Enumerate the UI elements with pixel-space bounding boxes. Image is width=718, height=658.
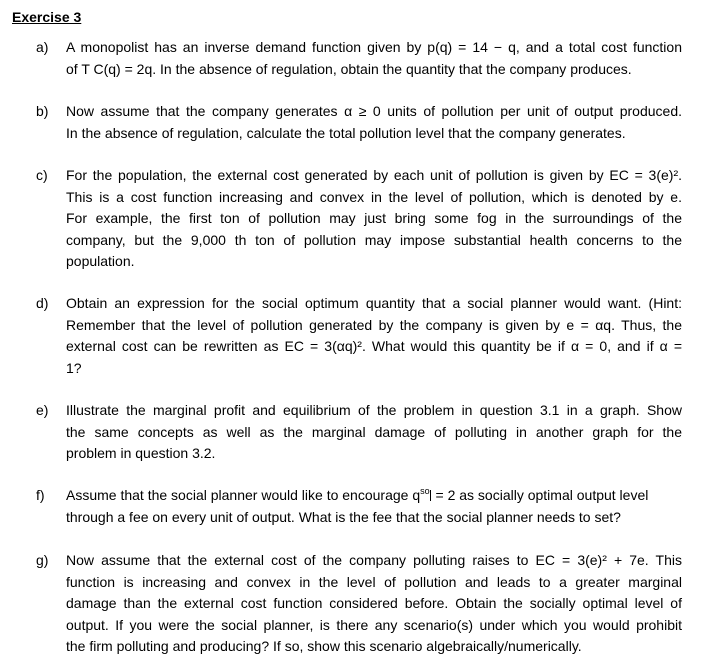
question-letter: f) xyxy=(36,487,45,503)
question-line: output. If you were the social planner, is there any scenario(s) under which you would prohibit xyxy=(66,616,682,633)
question-d xyxy=(36,293,682,379)
question-e xyxy=(36,400,682,465)
question-letter: b) xyxy=(36,103,49,119)
question-line: For the population, the external cost generated by each unit of pollution is given by EC = 3(e)². xyxy=(66,167,682,183)
question-line: of T C(q) = 2q. In the absence of regulation, obtain the quantity that the company produces. xyxy=(66,60,632,77)
question-letter: d) xyxy=(36,295,49,311)
question-line: the firm polluting and producing? If so, show this scenario algebraically/numerically. xyxy=(66,638,582,654)
question-line: population. xyxy=(66,253,135,269)
question-letter: a) xyxy=(36,39,49,55)
question-letter: g) xyxy=(36,552,49,568)
question-line: For example, the first ton of pollution may just bring some fog in the surroundings of the xyxy=(66,210,682,226)
question-f xyxy=(36,485,682,528)
question-line: company, but the 9,000 th ton of pollution may impose substantial health concerns to the xyxy=(66,231,682,248)
question-letter: c) xyxy=(36,167,48,183)
question-b xyxy=(36,101,682,144)
question-line-part: Assume that the social planner would like to encourage q xyxy=(66,487,421,503)
question-line: Obtain an expression for the social optimum quantity that a social planner would want. (Hint: xyxy=(66,295,682,311)
question-line: 1? xyxy=(66,359,82,376)
question-line: the same concepts as well as the marginal damage of polluting in another graph for the xyxy=(66,423,682,440)
text-cursor xyxy=(430,490,431,501)
question-line: problem in question 3.2. xyxy=(66,445,216,461)
question-line: function is increasing and convex in the level of pollution and leads to a greater marginal xyxy=(66,573,682,590)
question-line: through a fee on every unit of output. What is the fee that the social planner needs to set? xyxy=(66,508,621,525)
question-line: damage than the external cost function considered before. Obtain the socially optimal level of xyxy=(66,595,682,611)
question-line: Now assume that the company generates α ≥ 0 units of pollution per unit of output produced. xyxy=(66,103,682,119)
question-letter: e) xyxy=(36,402,49,418)
question-line: external cost can be rewritten as EC = 3(αq)². What would this quantity be if α = 0, and if α = xyxy=(66,338,682,354)
question-line: In the absence of regulation, calculate the total pollution level that the company generates. xyxy=(66,124,626,141)
question-line-part: = 2 as socially optimal output level xyxy=(431,487,649,503)
question-line: Illustrate the marginal profit and equilibrium of the problem in question 3.1 in a graph. Show xyxy=(66,402,682,418)
question-line: Remember that the level of pollution generated by the company is given by e = αq. Thus, the xyxy=(66,316,682,333)
question-line: Now assume that the external cost of the company polluting raises to EC = 3(e)² + 7e. This xyxy=(66,552,682,568)
question-a xyxy=(36,37,682,80)
question-line: Assume that the social planner would like to encourage qso = 2 as socially optimal output level xyxy=(66,486,649,503)
question-c xyxy=(36,165,682,273)
question-g xyxy=(36,550,682,658)
question-line: A monopolist has an inverse demand function given by p(q) = 14 − q, and a total cost function xyxy=(66,39,682,55)
exercise-title: Exercise 3 xyxy=(12,9,82,25)
question-line: This is a cost function increasing and convex in the level of pollution, which is denoted by e. xyxy=(66,188,682,205)
